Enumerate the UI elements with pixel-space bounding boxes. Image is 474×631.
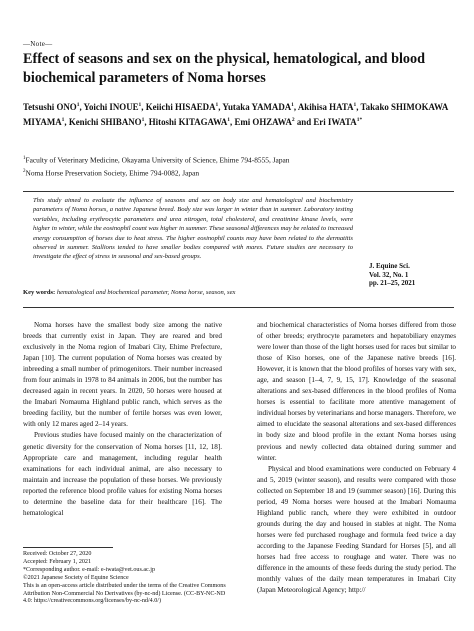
keywords-label: Key words: bbox=[23, 289, 56, 296]
affiliation-1: $^1$Faculty of Veterinary Medicine, Okayama University of Science, Ehime 794-8555, Japan bbox=[23, 155, 290, 165]
author-name: Kenichi SHIBANO$^1$ bbox=[68, 116, 145, 127]
footnotes bbox=[23, 551, 233, 606]
copyright: ©2021 Japanese Society of Equine Science bbox=[23, 574, 129, 581]
journal-volume: Vol. 32, No. 1 bbox=[369, 270, 409, 279]
journal-pages: pp. 21–25, 2021 bbox=[369, 279, 416, 288]
author-name: Emi OHZAWA$^2$ bbox=[234, 116, 295, 127]
author-name: Yutaka YAMADA$^1$ bbox=[222, 101, 294, 112]
footnote-divider bbox=[23, 547, 113, 548]
body-paragraph: Previous studies have focused mainly on the characterization of genetic diversity for the conservation of Noma horses [11, 12, 18]. Appropriate care and management, including regular health examinations for each individual animal, are also necessary to maintain and increase the population of these horses. We previously reported the reference blood profile values for existing Noma horses to determine the baseline data for their healthcare [16]. The hematological bbox=[23, 431, 222, 517]
author-list: Tetsushi ONO$^1$, Yoichi INOUE$^1$, Keiichi HISAEDA$^1$, Yutaka YAMADA$^1$, Akihisa HATA$^1$, Takako SHIMOKAWA MIYAMA$^1$, Kenichi SHIBANO$^1$, Hitoshi KITAGAWA$^1$, Emi OHZAWA$^2$ and Eri $IWATA^{1*}$ bbox=[23, 101, 448, 127]
note-label: —Note— bbox=[23, 40, 53, 48]
author-name: Yoichi INOUE$^1$ bbox=[83, 101, 142, 112]
author-name: Eri $IWATA^{1*}$ bbox=[313, 116, 363, 127]
body-column-right bbox=[257, 320, 456, 596]
abstract-box bbox=[23, 191, 454, 308]
accepted-date: Accepted: February 1, 2021 bbox=[23, 558, 92, 565]
article-title: Effect of seasons and sex on the physical, hematological, and blood biochemical parameters of Noma horses bbox=[23, 51, 426, 86]
journal-name: J. Equine Sci. bbox=[369, 262, 410, 270]
abstract-text: This study aimed to evaluate the influence of seasons and sex on body size and hematological and biochemistry parameters of Noma horses, a native Japanese breed. Body size was larger in winter than in summer. Laboratory testing variables, including erythrocytic parameters and urea nitrogen, total cholesterol, and creatinine kinase levels, were higher in winter, while the eosinophil count was higher in summer. These seasonal differences may be related to increased energy consumption of horses due to heat stress. The higher eosinophil counts may have been related to the dermatitis observed in summer. Stallions tended to have smaller bodies compared with mares. Future studies are necessary to investigate the effect of stress in seasonal and sex-based groups. bbox=[33, 197, 353, 261]
affiliation-2: $^2$Noma Horse Preservation Society, Ehime 794-0082, Japan bbox=[23, 168, 200, 178]
keywords bbox=[23, 288, 363, 297]
affiliations bbox=[23, 153, 453, 179]
body-paragraph: Noma horses have the smallest body size among the native breeds that currently exist in Japan. They are reared and bred exclusively in the Noma region of Imabari City, Ehime Prefecture, Japan [10]. The current population of Noma horses was created by inbreeding a small number of primogenitors. Their number increased from four animals in 1978 to 84 animals in 2006, but the number has decreased again in recent years. In 2020, 50 horses were housed at the Imabari Nomauma Highland public ranch, which serves as the breeding facility, but the number of fertile horses was even lower, with only 12 mares aged 2–14 years. bbox=[23, 321, 222, 429]
author-name: Akihisa HATA$^1$ bbox=[297, 101, 357, 112]
body-column-left bbox=[23, 320, 222, 519]
corresponding-author: *Corresponding author. e-mail: e-iwata@vet.ous.ac.jp bbox=[23, 566, 156, 573]
author-name: Keiichi HISAEDA$^1$ bbox=[145, 101, 219, 112]
keywords-text: hematological and biochemical parameter, Noma horse, season, sex bbox=[56, 289, 236, 296]
license-text: This is an open-access article distributed under the terms of the Creative Commons Attribution Non-Commercial No Derivatives (by-nc-nd) License. (CC-BY-NC-ND 4.0: https://creativecommons.org/licenses/by-nc-nd/4.0/) bbox=[23, 582, 226, 605]
journal-info bbox=[369, 262, 449, 288]
author-name: Tetsushi ONO$^1$ bbox=[23, 101, 80, 112]
body-paragraph: Physical and blood examinations were conducted on February 4 and 5, 2019 (winter season), and results were compared with those collected on September 18 and 19 (summer season) [16]. During this period, 49 Noma horses were housed at the Imabari Nomauma Highland public ranch, where they were exhibited in outdoor grounds during the day and housed in stables at night. The Noma horses were fed purchased roughage and formula feed twice a day according to the Japanese Feeding Standard for Horses [5], and all horses had free access to roughage and water. There was no difference in the amounts of these feeds during the study period. The monthly values of the daily mean temperatures in Imabari City (Japan Meteorological Agency; http:// bbox=[257, 464, 456, 595]
received-date: Received: October 27, 2020 bbox=[23, 551, 92, 557]
body-paragraph: and biochemical characteristics of Noma horses differed from those of other breeds; erythrocyte parameters and hepatobiliary enzymes were lower than those of the light horses used for races but similar to those of Kiso horses, one of the Japanese native breeds [16]. However, it is known that the blood profiles of horses vary with sex, age, and season [1–4, 7, 9, 15, 17]. Knowledge of the seasonal alterations and sex-based differences in the blood profiles of Noma horses is essential to facilitate more attentive management of individual horses by veterinarians and horse managers. Therefore, we aimed to elucidate the seasonal alterations and sex-based differences in body size and blood profile in the extant Noma horses using previous and newly collected data obtained during summer and winter. bbox=[257, 321, 456, 462]
author-name: Hitoshi KITAGAWA$^1$ bbox=[148, 116, 230, 127]
author-name: Takako SHIMOKAWA MIYAMA$^1$ bbox=[23, 101, 448, 127]
